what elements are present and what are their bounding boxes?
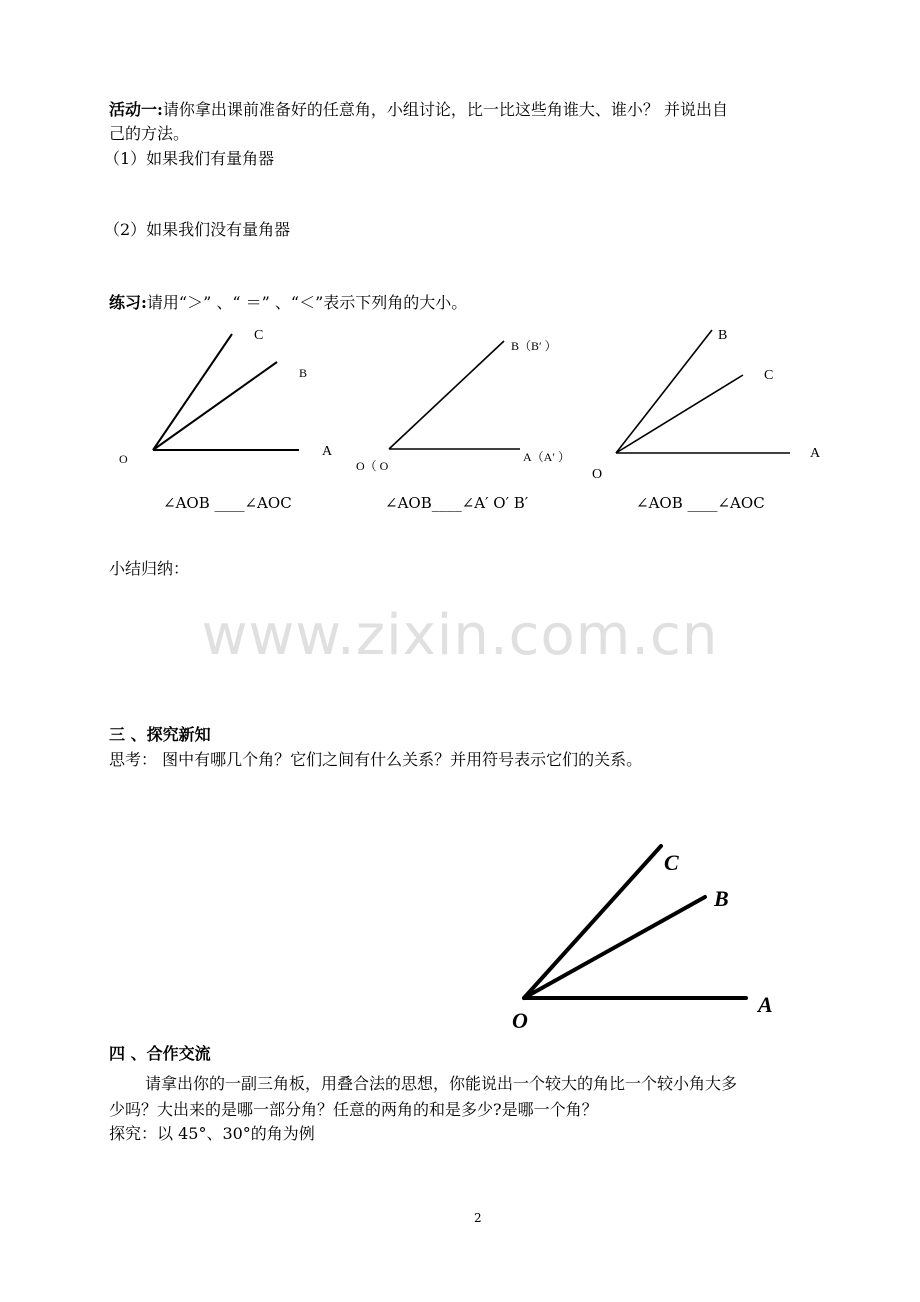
section4-para1: 请拿出你的一副三角板，用叠合法的思想，你能说出一个较大的角比一个较小角大多 xyxy=(145,1074,738,1093)
fig3-label-c: C xyxy=(764,368,774,383)
big-label-o: O xyxy=(512,1008,528,1033)
fig2-caption: ∠AOB____∠A′ O′ B′ xyxy=(385,494,529,512)
practice-text: 请用“＞” 、“ ＝” 、“＜”表示下列角的大小。 xyxy=(146,293,468,312)
big-ray-ob xyxy=(524,897,705,998)
fig3-label-o: O xyxy=(592,467,603,482)
activity1-title: 活动一: xyxy=(109,100,163,119)
fig1-label-o: O xyxy=(119,452,128,466)
fig1-label-a: A xyxy=(322,444,333,459)
figure-1 xyxy=(153,334,299,450)
big-label-c: C xyxy=(664,850,679,875)
fig1-label-c: C xyxy=(254,328,264,343)
fig2-label-a: A（A′ ） xyxy=(523,450,570,464)
page-number: 2 xyxy=(474,1211,482,1225)
fig1-ray-ob xyxy=(153,362,277,450)
section3-think: 思考： 图中有哪几个角？它们之间有什么关系？并用符号表示它们的关系。 xyxy=(109,750,643,769)
big-ray-oc xyxy=(524,846,661,998)
fig3-caption: ∠AOB ____∠AOC xyxy=(636,494,765,512)
fig1-ray-oc xyxy=(153,334,232,450)
summary-label: 小结归纳： xyxy=(109,559,190,578)
activity1-text: 请你拿出课前准备好的任意角，小组讨论，比一比这些角谁大、谁小？ 并说出自 xyxy=(162,100,729,119)
fig3-ray-ob xyxy=(616,330,712,453)
activity1-item2: （2）如果我们没有量角器 xyxy=(104,220,291,239)
fig1-caption: ∠AOB ____∠AOC xyxy=(163,494,292,512)
fig2-label-b: B（B′ ） xyxy=(511,339,557,353)
big-label-b: B xyxy=(714,886,729,911)
fig3-ray-oc xyxy=(616,375,743,453)
figure-3 xyxy=(616,330,790,453)
section4-explore: 探究：以 45°、30°的角为例 xyxy=(109,1124,315,1143)
fig3-label-b: B xyxy=(718,328,728,343)
big-label-a: A xyxy=(758,992,773,1017)
section4-title: 四 、合作交流 xyxy=(109,1044,211,1063)
fig3-label-a: A xyxy=(810,446,821,461)
fig2-label-o: O（ O xyxy=(356,459,389,473)
fig2-ray-ob xyxy=(389,341,504,449)
activity1-line2: 己的方法。 xyxy=(109,124,190,143)
practice-title: 练习: xyxy=(109,293,147,312)
watermark: www.zixin.com.cn xyxy=(201,603,719,668)
activity1-item1: （1）如果我们有量角器 xyxy=(104,149,275,168)
section4-para2: 少吗？大出来的是哪一部分角？任意的两角的和是多少?是哪一个角？ xyxy=(109,1100,598,1119)
practice-figures xyxy=(0,0,920,520)
fig1-label-b: B xyxy=(299,366,308,380)
figure-2 xyxy=(389,341,520,449)
section3-title: 三 、探究新知 xyxy=(109,725,211,744)
